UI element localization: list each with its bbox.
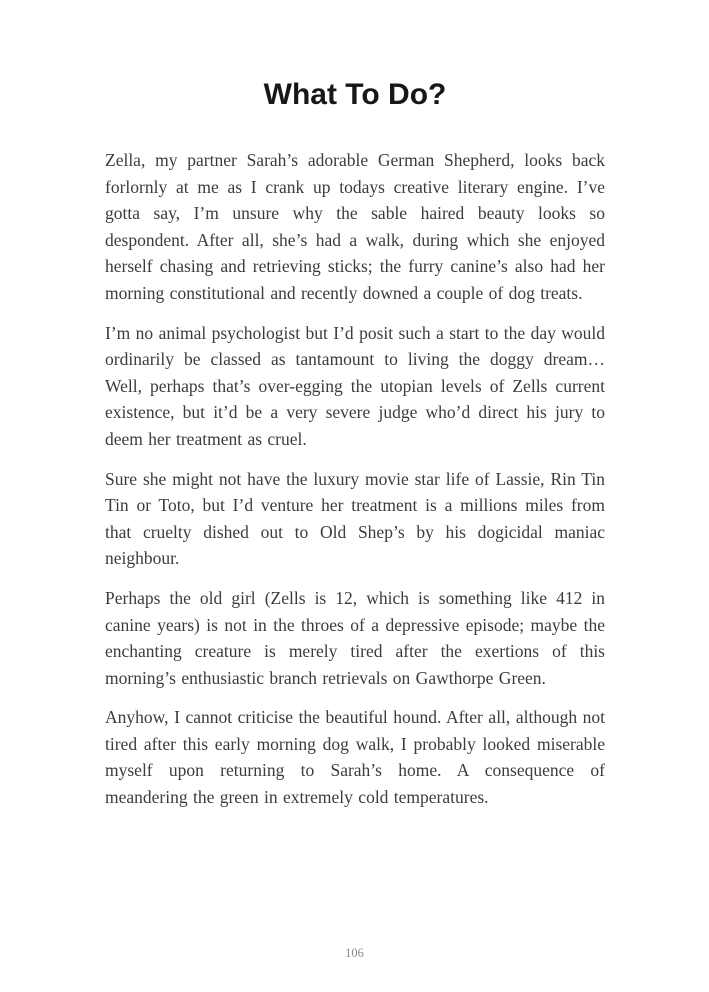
page-number: 106: [345, 946, 364, 960]
body-paragraph: Anyhow, I cannot criticise the beautiful hound. After all, although not tired after this early morning dog walk, I probably looked miserable myself upon returning to Sarah’s home. A consequence of meandering the green in extremely cold temperatures.: [105, 707, 605, 808]
page-title: What To Do?: [263, 78, 447, 111]
body-paragraph: Zella, my partner Sarah’s adorable German Shepherd, looks back forlornly at me as I crank up todays creative literary engine. I’ve gotta say, I’m unsure why the sable haired beauty looks so despondent. After all, she’s had a walk, during which she enjoyed herself chasing and retrieving sticks; the furry canine’s also had her morning constitutional and recently downed a couple of dog treats.: [105, 150, 605, 303]
body-paragraph: I’m no animal psychologist but I’d posit such a start to the day would ordinarily be classed as tantamount to living the doggy dream… Well, perhaps that’s over-egging the utopian levels of Zells current existence, but it’d be a very severe judge who’d direct his jury to deem her treatment as cruel.: [105, 322, 605, 449]
body-paragraph: Perhaps the old girl (Zells is 12, which is something like 412 in canine years) is not in the throes of a depressive episode; maybe the enchanting creature is merely tired after the exertions of this morning’s enthusiastic branch retrievals on Gawthorpe Green.: [105, 587, 605, 688]
page-footer: [0, 944, 709, 962]
body-paragraph: Sure she might not have the luxury movie star life of Lassie, Rin Tin Tin or Toto, but I’d venture her treatment is a millions miles from that cruelty dished out to Old Shep’s by his dogicidal maniac neighbour.: [105, 468, 605, 569]
